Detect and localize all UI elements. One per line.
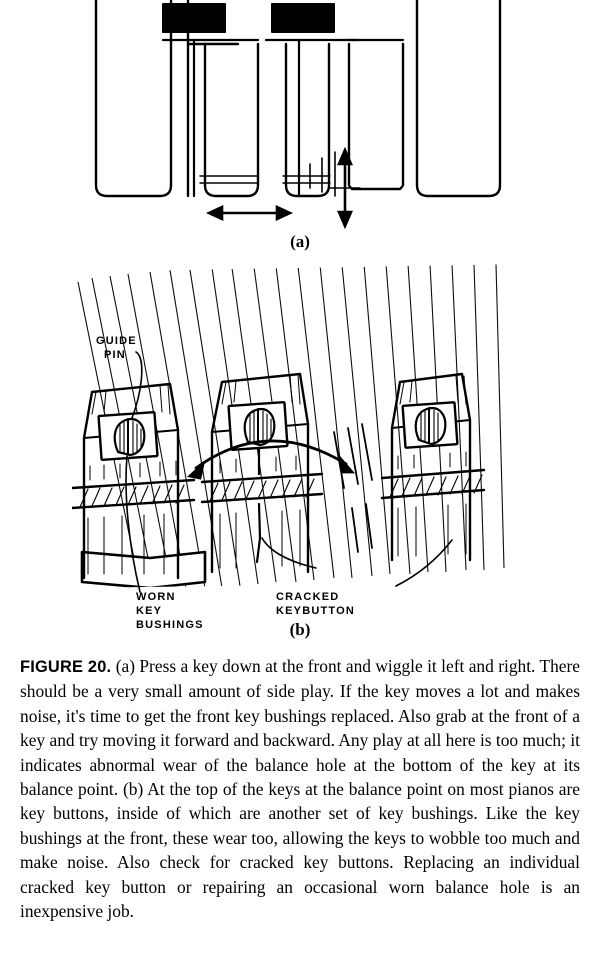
panel-b-label: (b): [289, 620, 311, 639]
cracked-keybutton-label-line2: KEYBUTTON: [276, 605, 356, 617]
panel-a-drawing: [0, 0, 600, 232]
panel-b-drawing: [0, 252, 600, 631]
figure-number: FIGURE 20.: [20, 658, 112, 676]
worn-bushings-label-line3: BUSHINGS: [136, 619, 204, 631]
worn-bushings-label-line1: WORN: [136, 591, 176, 603]
panel-a-label: (a): [290, 232, 310, 251]
figure-caption: [20, 654, 580, 923]
guide-pin-label-line1: GUIDE: [96, 335, 137, 347]
panel-a-illustration: [0, 0, 600, 252]
cracked-keybutton-label-line1: CRACKED: [276, 591, 340, 603]
guide-pin-label-line2: PIN: [104, 349, 126, 361]
worn-bushings-label-line2: KEY: [136, 605, 163, 617]
figure-caption-text: (a) Press a key down at the front and wiggle it left and right. There should be a very small amount of side play. If the key moves a lot and makes noise, it's time to get the front key bushings replaced. Also grab at the front of a key and try moving it forward and backward. Any play at all here is too much; it indicates abnormal wear of the balance hole at the bottom of the key at its balance point. (b) At the top of the keys at the balance point on most pianos are key buttons, inside of which are another set of key bushings. Like the key bushings at the front, these wear too, allowing the keys to wobble too much and make noise. Also check for cracked key buttons. Replacing an individual cracked key button or repairing an occasional worn balance hole is an inexpensive job.: [20, 656, 581, 922]
panel-b-illustration: [0, 252, 600, 648]
side-play-arrow: [209, 207, 290, 219]
